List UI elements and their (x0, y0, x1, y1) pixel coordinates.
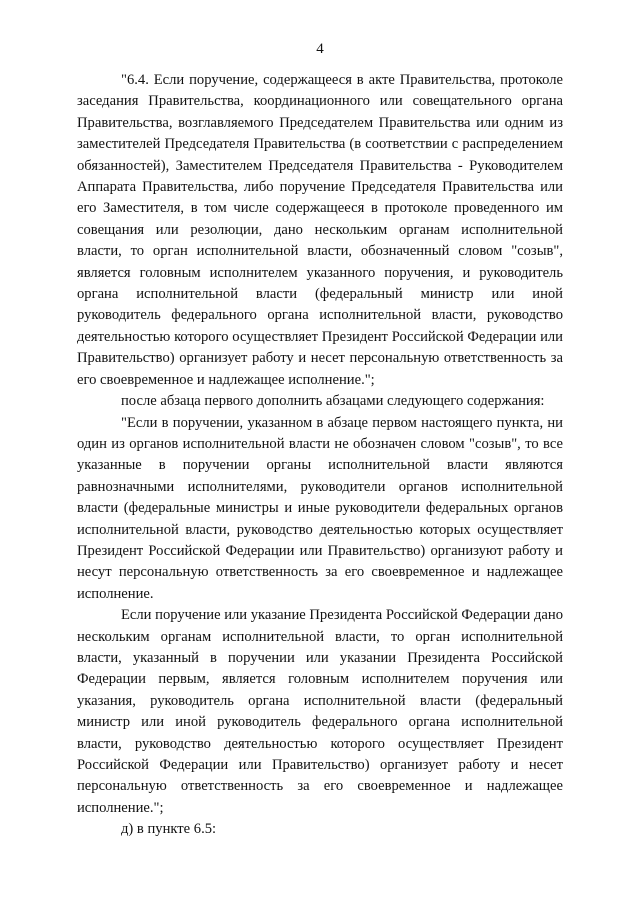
paragraph-president-order: Если поручение или указание Президента Российской Федерации дано нескольким органам исполнительной власти, то орган исполнительной власти, указанный в поручении или указании Президента Российской Федерации первым, является головным исполнителем поручения или указания, руководитель органа исполнительной власти (федеральный министр или иной руководитель федерального органа исполнительной власти, руководство деятельностью которого осуществляет Президент Российской Федерации или Правительство) организует работу и несет персональную ответственность за его своевременное и надлежащее исполнение."; (77, 607, 563, 816)
paragraph-equal-executors: "Если в поручении, указанном в абзаце первом настоящего пункта, ни один из органов исполнительной власти не обозначен словом "созыв", то все указанные в поручении органы исполнительной власти являются равнозначными исполнителями, руководители органов исполнительной власти (федеральные министры и иные руководители федеральных органов исполнительной власти, руководство деятельностью которых осуществляет Президент Российской Федерации или Правительство) организуют работу и несут персональную ответственность за его своевременное и надлежащее исполнение. (77, 414, 563, 602)
paragraph-6-4: "6.4. Если поручение, содержащееся в акте Правительства, протоколе заседания Правительства, координационного или совещательного органа Правительства, возглавляемого Председателем Правительства или одним из заместителей Председателя Правительства (в соответствии с распределением обязанностей), Заместителем Председателя Правительства - Руководителем Аппарата Правительства, либо поручение Председателя Правительства или его Заместителя, в том числе содержащееся в протоколе проведенного им совещания или резолюции, дано нескольким органам исполнительной власти, то орган исполнительной власти, обозначенный словом "созыв", является головным исполнителем указанного поручения, и руководитель органа исполнительной власти (федеральный министр или иной руководитель федерального органа исполнительной власти, руководство деятельностью которого осуществляет Президент Российской Федерации или Правительство) организует работу и несет персональную ответственность за его своевременное и надлежащее исполнение."; (77, 72, 563, 388)
paragraph-item-d: д) в пункте 6.5: (121, 821, 217, 838)
document-body (77, 70, 563, 841)
paragraph-amendment-intro: после абзаца первого дополнить абзацами следующего содержания: (121, 393, 545, 410)
page-number: 4 (316, 41, 324, 57)
